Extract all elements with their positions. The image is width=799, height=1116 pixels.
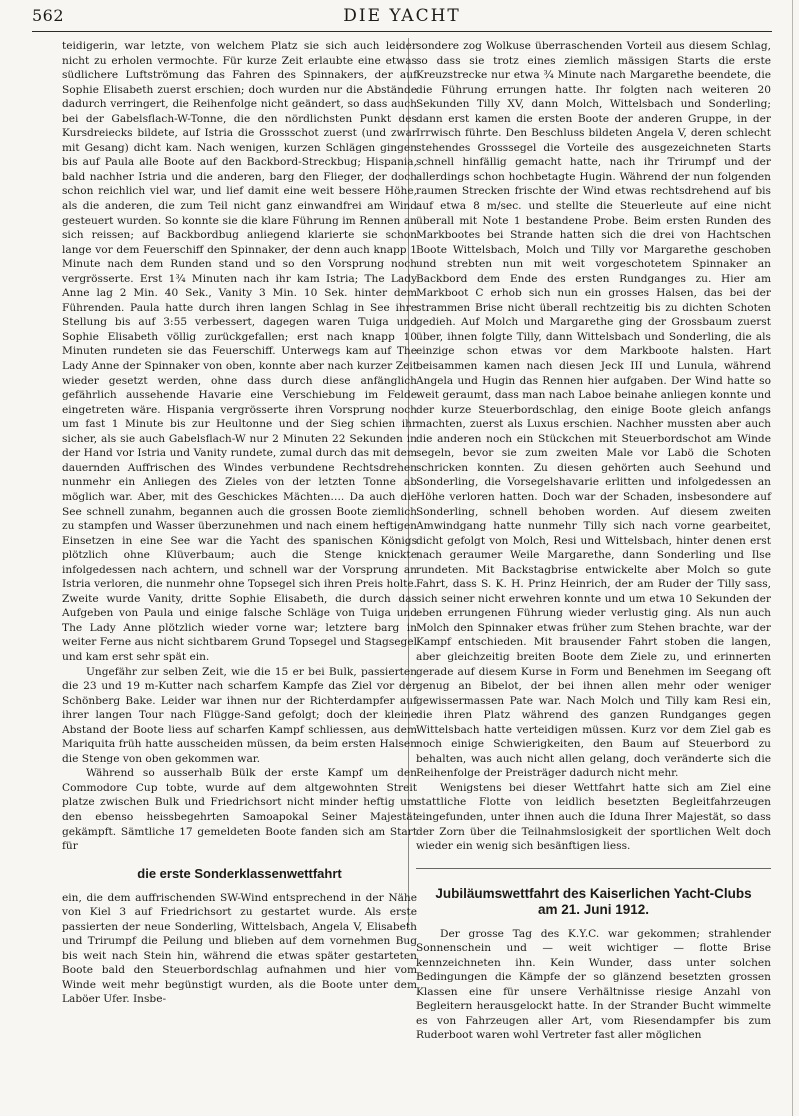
section-heading: die erste Sonderklassenwettfahrt	[137, 865, 342, 881]
section-heading-line: am 21. Juni 1912.	[537, 902, 650, 918]
section-rule	[416, 868, 771, 869]
right-column	[416, 39, 771, 1043]
page-header	[32, 4, 772, 30]
paragraph: teidigerin, war letzte, von welchem Platz sie sich auch leider nicht zu erholen vermochte. Für kurze Zeit erlaubte eine etwas südlichere Luftströmung das Fahren des Spinnakers, der auf Sophie Elisabeth zuerst erschien; doch wurden nur die Abstände dadurch verringert, die Reihenfolge nicht geändert, so dass auch bei der Gabelsflach-W-Tonne, die den nördlichsten Punkt des Kursdreiecks bildete, auf Istria die Grossschot zuerst (und zwar mit Gesang) dicht kam. Nach wenigen, kurzen Schlägen gingen bis auf Paula alle Boote auf den Backbord-Streckbug; Hispania, bald nachher Istria und die anderen, barg den Flieger, der doch schon reichlich viel war, und lief damit eine weit bessere Höhe, als die anderen, die zum Teil nicht ganz einwandfrei am Wind gesteuert wurden. So konnte sie die klare Führung im Rennen an sich reissen; auf Backbordbug anliegend klarierte sie schon lange vor dem Feuerschiff den Spinnaker, der denn auch knapp 1 Minute nach dem Runden stand und so den Vorsprung noch vergrösserte. Erst 1¾ Minuten nach ihr kam Istria; The Lady Anne lag 2 Min. 40 Sek., Vanity 3 Min. 10 Sek. hinter dem Führenden. Paula hatte durch ihren langen Schlag in See ihre Stellung bis auf 3:55 verbessert, dagegen waren Tuiga und Sophie Elisabeth völlig zurückgefallen; erst nach knapp 10 Minuten rundeten sie das Feuerschiff. Unterwegs kam auf The Lady Anne der Spinnaker von oben, konnte aber nach kurzer Zeit wieder gesetzt werden, ohne dass durch diese anfänglich gefährlich aussehende Havarie eine Verschiebung im Felde eingetreten wäre. Hispania vergrösserte ihren Vorsprung noch um fast 1 Minute bis zur Heultonne und der Sieg schien ihr sicher, als sie auch Gabelsflach-W nur 2 Minuten 22 Sekunden in der Hand vor Istria und Vanity rundete, zumal durch das mit dem dauernden Auffrischen des Windes verbundene Rechtsdrehen nunmehr ein Anliegen des Zieles von der letzten Tonne ab möglich war. Aber, mit des Geschickes Mächten…. Da auch die See schnell zunahm, begannen auch die grossen Boote ziemlich zu stampfen und Wasser überzunehmen und nach einem heftigen Einsetzen in eine See war die Yacht des spanischen Königs plötzlich ohne Klüverbaum; auch die Stenge knickte infolgedessen nach achtern, und schnell war der Vorsprung an Istria verloren, die nunmehr ohne Topsegel sich ihren Preis holte. Zweite wurde Vanity, dritte Sophie Elisabeth, die durch das Aufgeben von Paula und einige falsche Schläge von Tuiga und The Lady Anne plötzlich wieder vorne war; letztere barg in weiter Ferne aus nicht sichtbarem Grund Topsegel und Stagsegel und kam erst sehr spät ein.	[62, 40, 417, 663]
left-column	[62, 39, 417, 1007]
paragraph: Der grosse Tag des K.Y.C. war gekommen; strahlender Sonnenschein und — weit wichtiger — flotte Brise kennzeichneten ihn. Kein Wunder, dass unter solchen Bedingungen die Kämpfe der so glänzend besetzten grossen Klassen eine für unsere Verhältnisse riesige Anzahl von Begleitern herausgelockt hatte. In der Strander Bucht wimmelte es von Fahrzeugen aller Art, vom Riesendampfer bis zum Ruderboot waren wohl Vertreter fast aller möglichen	[416, 927, 771, 1042]
paragraph: sondere zog Wolkuse überraschenden Vorteil aus diesem Schlag, so dass sie trotz eines ziemlich mässigen Starts die erste Kreuzstrecke nur etwa ¾ Minute nach Margarethe beendete, die die Führung errungen hatte. Ihr folgten nach weiteren 20 Sekunden Tilly XV, dann Molch, Wittelsbach und Sonderling; dann erst kamen die ersten Boote der anderen Gruppe, in der Irrwisch führte. Den Beschluss bildeten Angela V, deren schlecht stehendes Grosssegel die Vorteile des ausgezeichneten Starts schnell hinfällig gemacht hatte, nach ihr Trirumpf und der allerdings schon hochbetagte Hugin. Während der nun folgenden raumen Strecken frischte der Wind etwas rechtsdrehend auf bis auf etwa 8 m/sec. und stellte die Steuerleute auf eine nicht überall mit Note 1 bestandene Probe. Beim ersten Runden des Markbootes bei Strande hatten sich die drei von Hachtschen Boote Wittelsbach, Molch und Tilly vor Margarethe geschoben und strebten nun mit weit vorgeschotetem Spinnaker an Backbord dem Ende des ersten Rundganges zu. Hier am Markboot C erhob sich nun ein grosses Halsen, das bei der strammen Brise nicht überall rechtzeitig bis zu dichten Schoten gedieh. Auf Molch und Margarethe ging der Grossbaum zuerst über, ihnen folgte Tilly, dann Wittelsbach und Sonderling, die als einzige schon etwas vor dem Markboote halsten. Hart beisammen kamen nach diesen Jeck III und Lunula, während Angela und Hugin das Rennen hier aufgaben. Der Wind hatte so weit geraumt, dass man nach Laboe beinahe anliegen konnte und der kurze Steuerbordschlag, den einige Boote gleich anfangs machten, zuerst als Luxus erschien. Nachher mussten aber auch die anderen noch ein Stückchen mit Steuerbordschot am Winde segeln, bevor sie zum zweiten Male vor Labö die Schoten schricken konnten. Zu diesen gehörten auch Seehund und Sonderling, die Vorsegelshavarie erlitten und infolgedessen an Höhe verloren hatten. Doch war der Schaden, insbesondere auf Sonderling, schnell behoben worden. Auf diesem zweiten Amwindgang hatte nunmehr Tilly sich nach vorne gearbeitet, dicht gefolgt von Molch, Resi und Wittelsbach, hinter denen erst nach geraumer Weile Margarethe, dann Sonderling und Ilse rundeten. Mit Backstagbrise entwickelte aber Molch so gute Fahrt, dass S. K. H. Prinz Heinrich, der am Ruder der Tilly sass, sich seiner nicht erwehren konnte und um etwa 10 Sekunden der eben errungenen Führung wieder verlustig ging. Als nun auch Molch den Spinnaker etwas früher zum Stehen brachte, war der Kampf entschieden. Mit brausender Fahrt stoben die langen, aber gleichzeitig breiten Boote dem Ziele zu, und erinnerten gerade auf diesem Kurse in Form und Benehmen im Seegang oft genug an Bibelot, der bei ihnen allen mehr oder weniger gewissermassen Pate war. Nach Molch und Tilly kam Resi ein, die ihren Platz während des ganzen Rundganges gegen Wittelsbach hatte verteidigen müssen. Kurz vor dem Ziel gab es noch einige Schwierigkeiten, den Baum auf Steuerbord zu behalten, was auch nicht allen gelang, doch veränderte sich die Reihenfolge der Preisträger dadurch nicht mehr.	[416, 40, 771, 780]
section-heading	[416, 886, 771, 919]
paragraph: Während so ausserhalb Bülk der erste Kampf um den Commodore Cup tobte, wurde auf dem altgewohnten Streit platze zwischen Bulk und Friedrichsort nicht minder heftig um den ebenso heissbegehrten Samoapokal Seiner Majestät gekämpft. Sämtliche 17 gemeldeten Boote fanden sich am Start für	[62, 767, 417, 853]
page-edge-rule	[792, 0, 793, 1116]
paragraph: Ungefähr zur selben Zeit, wie die 15 er bei Bulk, passierten die 23 und 19 m-Kutter nach scharfem Kampfe das Ziel vor der Schönberg Bake. Leider war ihnen nur der Richterdampfer auf ihrer langen Tour nach Flügge-Sand gefolgt; doch der kleine Abstand der Boote liess auf scharfen Kampf schliessen, aus dem Mariquita früh hatte ausscheiden müssen, da beim ersten Halsen die Stenge von oben gekommen war.	[62, 665, 417, 765]
paragraph: Wenigstens bei dieser Wettfahrt hatte sich am Ziel eine stattliche Flotte von leidlich besetzten Begleitfahrzeugen eingefunden, unter ihnen auch die Iduna Ihrer Majestät, so dass der Zorn über die Teilnahmslosigkeit der sportlichen Welt doch wieder ein wenig sich besänftigen liess.	[416, 781, 771, 853]
paragraph: ein, die dem auffrischenden SW-Wind entsprechend in der Nähe von Kiel 3 auf Friedrichsort zu gestartet wurde. Als erste passierten der neue Sonderling, Wittelsbach, Angela V, Elisabeth und Trirumpf die Peilung und blieben auf dem vornehmen Bug bis weit nach Stein hin, während die etwas später gestarteten Boote bald den Steuerbordschlag aufnahmen und hier vom Winde weit mehr begünstigt wurden, als die Boote unter dem Laböer Ufer. Insbe-	[62, 891, 417, 1006]
header-rule	[32, 31, 772, 32]
page-number: 562	[32, 6, 65, 25]
section-heading-line: Jubiläumswettfahrt des Kaiserlichen Yacht-Clubs	[435, 885, 752, 901]
running-title: DIE YACHT	[343, 6, 461, 26]
